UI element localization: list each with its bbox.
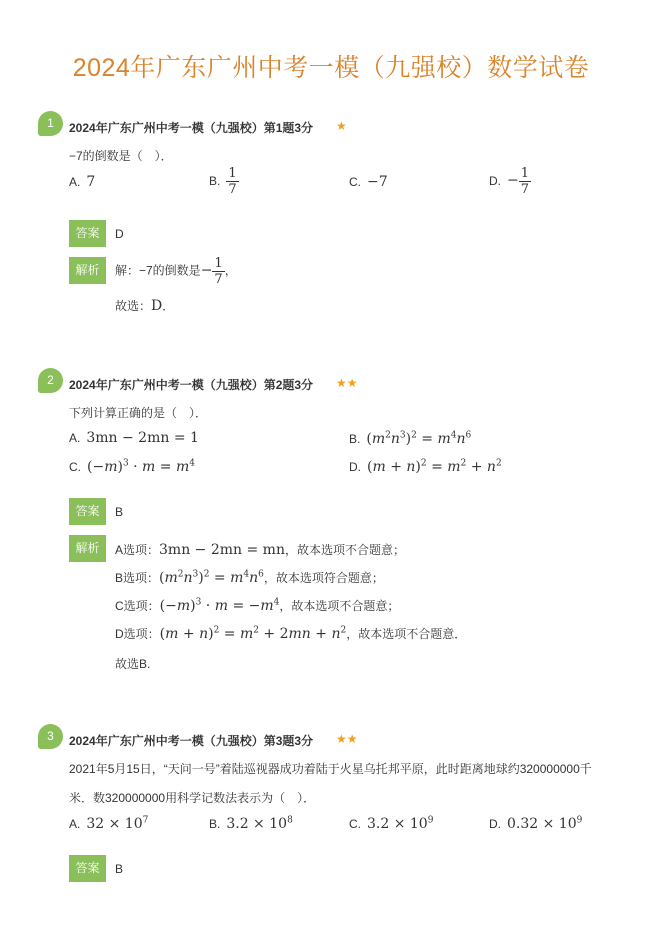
option-label: A. (69, 816, 81, 831)
option-label: B. (209, 173, 221, 188)
option-a (69, 174, 95, 190)
answer-tag: 答案 (69, 855, 106, 882)
option-label: B. (349, 431, 361, 446)
difficulty-stars: ★★ (336, 732, 358, 746)
difficulty-stars: ★ (336, 119, 347, 133)
fraction: $\frac{1}{7}$ (520, 166, 530, 197)
page-title: 2024年广东广州中考一模（九强校）数学试卷 (72, 54, 590, 82)
question-stem-line: 米．数320000000用科学记数法表示为（ ）． (69, 791, 316, 805)
option-value: 7 (86, 174, 96, 190)
option-b (209, 815, 293, 832)
answer-value: B (115, 505, 124, 519)
question-stem: −7的倒数是（ ）． (69, 149, 173, 163)
analysis-line: 解：−7的倒数是− $\frac{1}{7}$ ， (115, 256, 237, 287)
option-value: $0.32 \times 10^9$ (507, 815, 583, 832)
option-label: D. (489, 173, 501, 188)
analysis-line: C选项：$(-m)^3 \cdot m = -m^4$，故本选项不合题意； (115, 597, 400, 614)
option-c (349, 174, 388, 190)
option-d (489, 815, 582, 832)
option-label: C. (69, 459, 81, 474)
option-b (209, 166, 239, 197)
fraction: $\frac{1}{7}$ (214, 256, 223, 287)
analysis-line: A选项：3mn − 2mn = mn，故本选项不合题意； (115, 542, 405, 558)
analysis-tag: 解析 (69, 535, 106, 562)
option-value: −7 (367, 174, 388, 190)
answer-tag: 答案 (69, 498, 106, 525)
answer-value: B (115, 862, 124, 876)
option-value: $(-m)^3 \cdot m = m^4$ (87, 458, 195, 475)
question-stem: 下列计算正确的是（ ）． (69, 406, 208, 420)
option-label: C. (349, 816, 361, 831)
option-c (69, 458, 195, 475)
difficulty-stars: ★★ (336, 376, 358, 390)
option-a (69, 430, 199, 446)
answer-value: D (115, 227, 124, 241)
option-label: A. (69, 431, 81, 445)
option-label: C. (349, 175, 361, 189)
analysis-line: B选项：$(m^2n^3)^2 = m^4n^6$，故本选项符合题意； (115, 569, 384, 586)
option-d: D. − $\frac{1}{7}$ (489, 166, 530, 197)
option-label: A. (69, 175, 81, 189)
option-value: $3.2 \times 10^9$ (367, 815, 434, 832)
analysis-line: 故选：D． (115, 298, 175, 314)
option-c (349, 815, 433, 832)
option-value: $(m + n)^2 = m^2 + n^2$ (367, 458, 502, 475)
answer-tag: 答案 (69, 220, 106, 247)
option-label: B. (209, 816, 221, 831)
question-header: 2024年广东广州中考一模（九强校）第1题3分 (69, 121, 314, 135)
question-header: 2024年广东广州中考一模（九强校）第3题3分 (69, 734, 314, 748)
analysis-tag: 解析 (69, 257, 106, 284)
question-number-badge: 3 (38, 724, 63, 749)
question-stem-line: 2021年5月15日，“天问一号”着陆巡视器成功着陆于火星乌托邦平原，此时距离地球约320000000千 (69, 762, 592, 776)
analysis-line: 故选B. (115, 657, 151, 671)
option-label: D. (489, 816, 501, 831)
option-a (69, 815, 148, 832)
option-value: $32 \times 10^7$ (86, 815, 149, 832)
question-header: 2024年广东广州中考一模（九强校）第2题3分 (69, 378, 314, 392)
option-d (349, 458, 502, 475)
option-label: D. (349, 459, 361, 474)
question-number-badge: 1 (38, 111, 63, 136)
analysis-line: D选项：$(m + n)^2 = m^2 + 2mn + n^2$，故本选项不合题意． (115, 625, 467, 642)
option-value: $(m^2n^3)^2 = m^4n^6$ (366, 430, 472, 447)
fraction: $\frac{1}{7}$ (228, 166, 237, 197)
question-number-badge: 2 (38, 368, 63, 393)
option-b (349, 430, 471, 447)
option-value: $3.2 \times 10^8$ (226, 815, 293, 832)
option-value: 3mn − 2mn = 1 (86, 430, 199, 446)
